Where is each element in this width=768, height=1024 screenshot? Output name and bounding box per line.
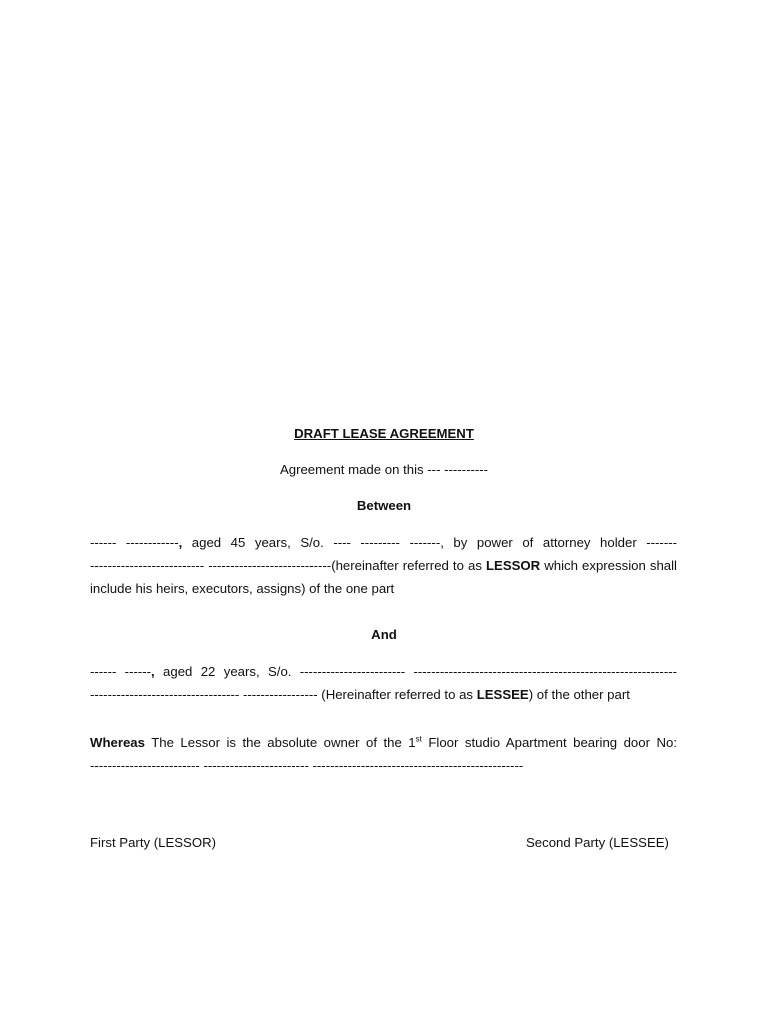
second-party-signature: Second Party (LESSEE) — [526, 835, 669, 850]
first-party-signature: First Party (LESSOR) — [90, 835, 217, 850]
lessor-term: LESSOR — [485, 558, 541, 574]
lessee-line-2: ---------------------------------- ----------------- (Hereinafter referred to as LESSEE) of the other part — [90, 687, 630, 703]
lessor-line-1: ------ ------------, aged 45 years, S/o. ---- --------- -------, by power of attorney holder ------- — [90, 535, 677, 550]
whereas-line-1: Whereas The Lessor is the absolute owner of the 1st Floor studio Apartment bearing door No: — [90, 734, 677, 750]
between-heading: Between — [356, 498, 412, 513]
lessor-line-3: include his heirs, executors, assigns) of the one part — [90, 581, 395, 597]
lessee-paragraph — [90, 660, 677, 706]
lessor-paragraph — [90, 531, 677, 601]
lessee-line-1: ------ ------, aged 22 years, S/o. ------------------------ ------------------------------------------------------------ — [90, 664, 677, 679]
document-title: DRAFT LEASE AGREEMENT — [294, 426, 474, 441]
agreement-date-line: Agreement made on this --- ---------- — [279, 462, 489, 477]
lessor-line-2: -------------------------- ----------------------------(hereinafter referred to as LESSOR which expression shall — [90, 558, 677, 574]
whereas-line-2: ------------------------- ------------------------ ------------------------------------------------ — [90, 758, 524, 774]
lessee-term: LESSEE — [476, 687, 529, 703]
whereas-paragraph — [90, 731, 677, 777]
and-heading: And — [371, 627, 397, 642]
